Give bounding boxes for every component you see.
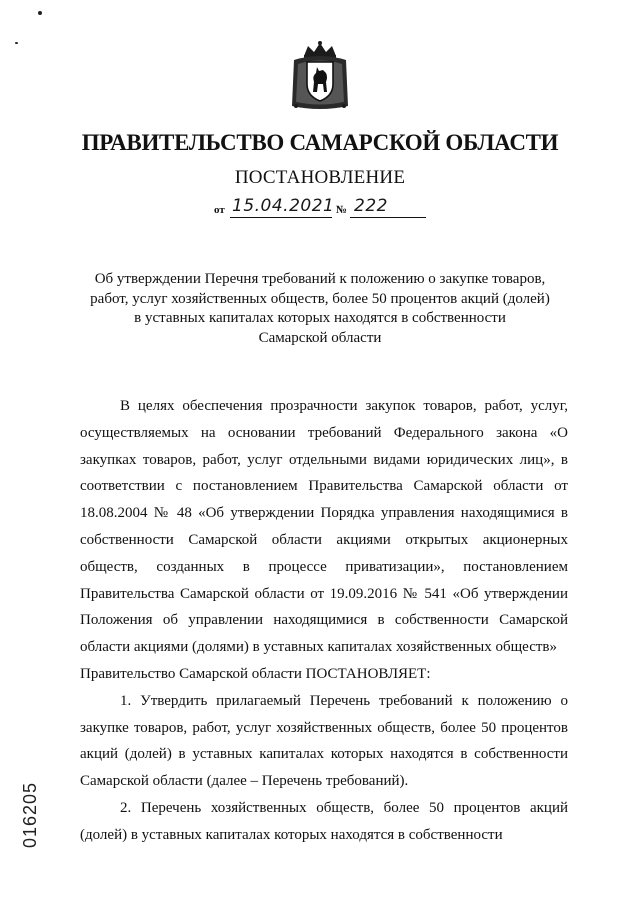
- subject-line: Об утверждении Перечня требований к положению о закупке товаров,: [94, 271, 546, 287]
- number-underline: [350, 217, 426, 218]
- subject-line: Самарской области: [258, 329, 382, 346]
- scan-speck: [15, 42, 18, 44]
- side-serial-number: 016205: [20, 781, 40, 848]
- number-prefix: №: [336, 204, 348, 216]
- date-number-line: [212, 196, 428, 218]
- scan-speck: [38, 11, 42, 15]
- government-title: ПРАВИТЕЛЬСТВО САМАРСКОЙ ОБЛАСТИ: [81, 130, 559, 155]
- document-type: ПОСТАНОВЛЕНИЕ: [234, 167, 406, 188]
- date-underline: [230, 217, 332, 218]
- subject-line: работ, услуг хозяйственных обществ, более 50 процентов акций (долей): [90, 290, 550, 307]
- clause-2-paragraph: 2. Перечень хозяйственных обществ, более 50 процентов акций (долей) в уставных капиталах которых находятся в собственности: [80, 799, 568, 843]
- date-prefix: от: [214, 204, 225, 216]
- body-text: [80, 393, 568, 849]
- subject-block: [60, 270, 580, 348]
- samara-coat-of-arms-icon: [290, 40, 350, 112]
- preamble-conclusion: Правительство Самарской области ПОСТАНОВЛЯЕТ:: [80, 665, 431, 682]
- number-value: 222: [354, 196, 388, 216]
- date-value: 15.04.2021: [232, 196, 335, 216]
- clause-1-paragraph: 1. Утвердить прилагаемый Перечень требований к положению о закупке товаров, работ, услуг хозяйственных обществ, более 50 процентов акций (долей) в уставных капиталах которых находятся в собственности Самарской области (далее – Перечень требований).: [80, 692, 568, 790]
- subject-line: в уставных капиталах которых находятся в собственности: [134, 310, 506, 326]
- preamble-paragraph: В целях обеспечения прозрачности закупок товаров, работ, услуг, осуществляемых на основании требований Федерального закона «О закупках товаров, работ, услуг отдельными видами юридических лиц», в соответствии с постановлением Правительства Самарской области от 18.08.2004 № 48 «Об утверждении Порядка управления находящимися в собственности Самарской области акциями открытых акционерных обществ, созданных в процессе приватизации», постановлением Правительства Самарской области от 19.09.2016 № 541 «Об утверждении Положения об управлении находящимися в собственности Самарской области акциями (долями) в уставных капиталах хозяйственных обществ»: [80, 398, 568, 656]
